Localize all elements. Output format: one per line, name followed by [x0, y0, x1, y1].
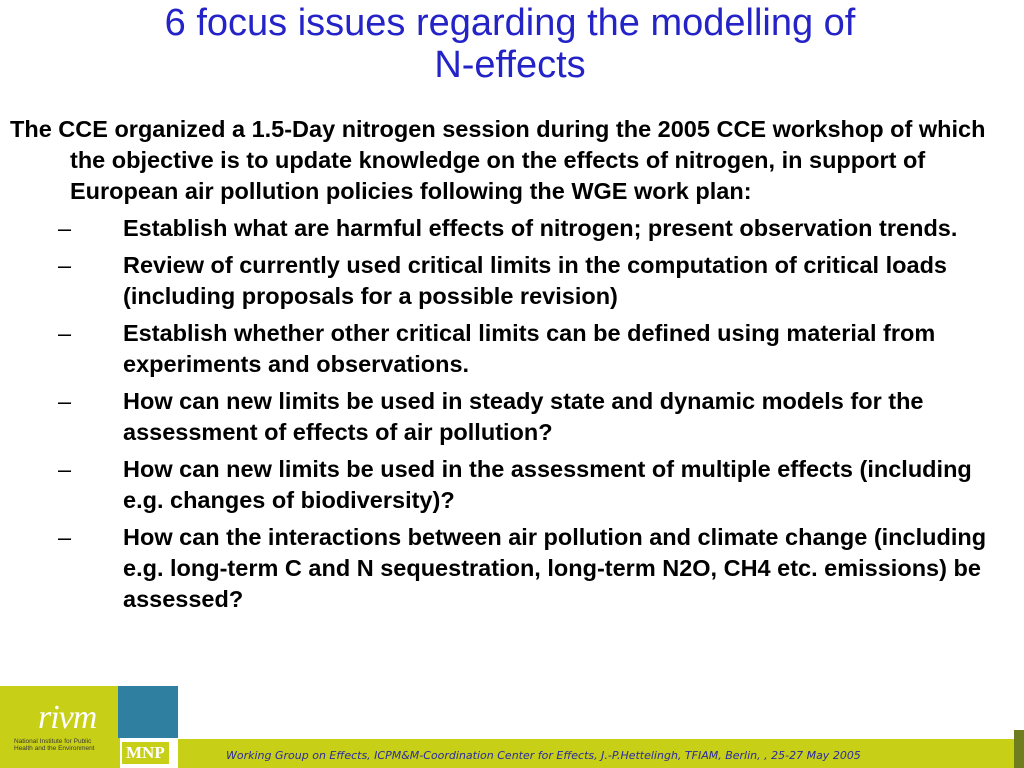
- list-item-text: How can the interactions between air pollution and climate change (including e.g. long-term C and N sequestration, long-term N2O, CH4 etc. emissions) be assessed?: [123, 524, 987, 612]
- mnp-logo: MNP: [122, 742, 169, 764]
- dash-bullet-icon: –: [58, 252, 72, 278]
- list-item: [10, 250, 1015, 312]
- list-item-text: Establish what are harmful effects of nitrogen; present observation trends.: [123, 215, 958, 241]
- logo-accent-block: [118, 686, 178, 738]
- rivm-logo-subtitle: National Institute for Public Health and the Environment: [14, 738, 95, 752]
- list-item: [10, 386, 1015, 448]
- list-item: [10, 213, 1015, 244]
- list-item-text: How can new limits be used in steady state and dynamic models for the assessment of effects of air pollution?: [123, 388, 924, 445]
- list-item: [10, 454, 1015, 516]
- dash-bullet-icon: –: [58, 320, 72, 346]
- footer-caption: Working Group on Effects, ICPM&M-Coordination Center for Effects, J.-P.Hettelingh, TFIAM, Berlin, , 25-27 May 2005: [226, 749, 861, 762]
- slide-title-line-2: N-effects: [434, 44, 586, 86]
- dash-bullet-icon: –: [58, 524, 72, 550]
- dash-bullet-icon: –: [58, 388, 72, 414]
- intro-paragraph: The CCE organized a 1.5-Day nitrogen session during the 2005 CCE workshop of which the objective is to update knowledge on the effects of nitrogen, in support of European air pollution policies following the WGE work plan:: [10, 116, 986, 204]
- list-item-text: Review of currently used critical limits in the computation of critical loads (including proposals for a possible revision): [123, 252, 947, 309]
- slide-body: [10, 114, 1015, 621]
- footer-edge-accent: [1014, 730, 1024, 768]
- list-item: [10, 318, 1015, 380]
- dash-bullet-icon: –: [58, 456, 72, 482]
- slide-title: [60, 2, 960, 86]
- list-item: [10, 522, 1015, 615]
- focus-issue-list: [10, 213, 1015, 615]
- list-item-text: Establish whether other critical limits can be defined using material from experiments and observations.: [123, 320, 936, 377]
- rivm-logo: rivm: [38, 699, 97, 736]
- list-item-text: How can new limits be used in the assessment of multiple effects (including e.g. changes of biodiversity)?: [123, 456, 972, 513]
- slide-title-line-1: 6 focus issues regarding the modelling of: [164, 2, 856, 44]
- dash-bullet-icon: –: [58, 215, 72, 241]
